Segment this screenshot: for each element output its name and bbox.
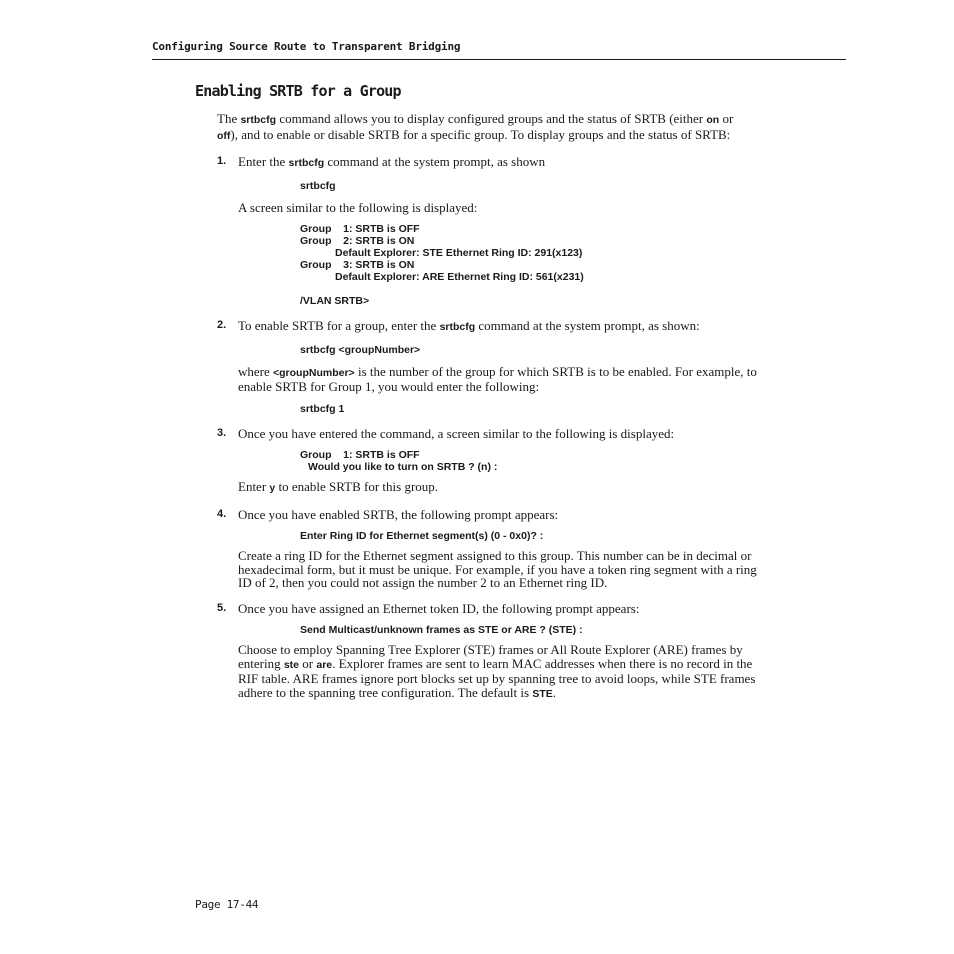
step-text-part: Enter	[238, 479, 270, 494]
step-number: 1.	[217, 155, 227, 167]
prompt-line: Enter Ring ID for Ethernet segment(s) (0 - 0x0)? :	[300, 530, 544, 542]
step-text-part: Choose to employ Spanning Tree Explorer (STE) frames or All Route Explorer (ARE) frames by entering	[238, 642, 743, 671]
step-followup-text: A screen similar to the following is displayed:	[238, 199, 478, 215]
code-command	[300, 403, 757, 415]
step-text	[238, 155, 757, 171]
system-prompt	[300, 295, 757, 307]
intro-text: or	[719, 111, 734, 126]
step-number: 4.	[217, 507, 227, 520]
intro-text: The	[217, 111, 241, 126]
screen-output	[300, 449, 757, 473]
step-text-part: is the number of the group for which SRTB is to be enabled. For example, to enable SRTB for Group 1, you would enter the following:	[238, 363, 757, 394]
step-2	[217, 319, 757, 415]
step-text-part: . Explorer frames are sent to learn MAC addresses when there is no record in the RIF table. ARE frames ignore port blocks set up by spanning tree to avoid loops, while STE frames adhere to the spanning tree configuration. The default is	[238, 655, 756, 700]
command-srtbcfg: srtbcfg	[288, 157, 325, 169]
step-3	[217, 427, 757, 496]
body-text	[217, 112, 757, 701]
header-rule	[152, 59, 846, 60]
screen-line: Group 1: SRTB is OFF	[300, 449, 420, 461]
step-number: 2.	[217, 319, 227, 331]
screen-line: Group 1: SRTB is OFF	[300, 223, 420, 235]
command-ste: ste	[283, 658, 300, 671]
intro-text: ), and to enable or disable SRTB for a specific group. To display groups and the status of SRTB:	[230, 126, 731, 142]
system-prompt	[300, 624, 757, 636]
screen-line: Default Explorer: STE Ethernet Ring ID: 291(x123)	[335, 247, 583, 259]
step-text-part: Enter the	[238, 154, 289, 169]
step-followup-text	[238, 480, 757, 496]
screen-line: Default Explorer: ARE Ethernet Ring ID: 561(x231)	[335, 271, 584, 283]
command-off: off	[217, 129, 231, 142]
step-followup-text	[238, 643, 757, 701]
section-title: Enabling SRTB for a Group	[195, 82, 401, 100]
step-followup-text	[238, 365, 757, 394]
step-text: Once you have assigned an Ethernet token ID, the following prompt appears:	[238, 600, 640, 616]
code-line: srtbcfg 1	[300, 402, 345, 415]
step-number: 3.	[217, 426, 227, 439]
command-srtbcfg: srtbcfg	[240, 114, 277, 126]
code-command	[300, 344, 757, 356]
prompt-line: /VLAN SRTB>	[300, 295, 370, 307]
step-text-part: To enable SRTB for a group, enter the	[238, 318, 440, 333]
command-are: are	[316, 658, 333, 671]
step-text-part: command at the system prompt, as shown:	[475, 318, 700, 333]
step-text-part: or	[299, 655, 317, 671]
intro-paragraph	[217, 112, 757, 143]
prompt-line: Send Multicast/unknown frames as STE or ARE ? (STE) :	[300, 624, 583, 636]
step-text: Once you have entered the command, a screen similar to the following is displayed:	[238, 425, 675, 441]
running-head: Configuring Source Route to Transparent Bridging	[152, 40, 461, 53]
step-text-part: to enable SRTB for this group.	[275, 479, 439, 494]
step-text-part: command at the system prompt, as shown	[324, 154, 546, 169]
step-text: Once you have enabled SRTB, the following prompt appears:	[238, 506, 559, 522]
code-line: srtbcfg <groupNumber>	[300, 343, 421, 356]
step-followup-text: Create a ring ID for the Ethernet segment assigned to this group. This number can be in decimal or hexadecimal form, but it must be unique. For example, if you have a token ring segment with a ring ID of 2, then you could not assign the number 2 to an Ethernet ring ID.	[238, 548, 757, 590]
command-groupnumber: <groupNumber>	[273, 366, 355, 379]
code-line: srtbcfg	[300, 179, 336, 192]
screen-line: Group 2: SRTB is ON	[300, 235, 415, 247]
screen-line: Group 3: SRTB is ON	[300, 259, 415, 271]
screen-output	[300, 223, 757, 283]
command-ste-default: STE	[532, 687, 553, 700]
intro-text: command allows you to display configured groups and the status of SRTB (either	[276, 111, 707, 126]
page-number: Page 17-44	[195, 898, 259, 911]
step-text-part: .	[552, 684, 556, 700]
step-number: 5.	[217, 601, 227, 614]
step-1	[217, 155, 757, 307]
system-prompt	[300, 530, 757, 542]
command-on: on	[706, 114, 720, 126]
screen-line: Would you like to turn on SRTB ? (n) :	[308, 461, 498, 473]
command-y: y	[269, 482, 276, 494]
command-srtbcfg: srtbcfg	[439, 321, 476, 333]
code-command	[300, 180, 757, 192]
step-text-part: where	[238, 363, 274, 379]
step-5	[217, 602, 757, 702]
step-text	[238, 319, 757, 335]
step-4	[217, 508, 757, 590]
